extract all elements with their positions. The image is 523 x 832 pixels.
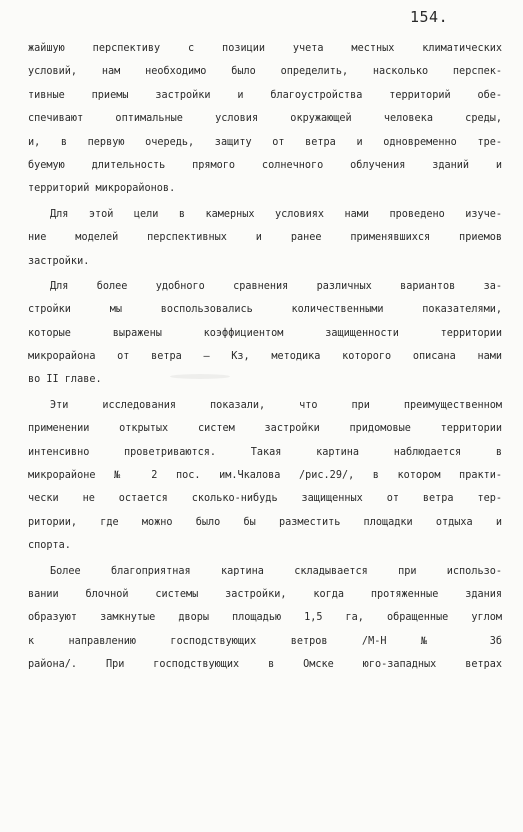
text-line: вании блочной системы застройки, когда протяженные здания — [28, 588, 502, 600]
text-line: спорта. — [28, 540, 71, 552]
text-line: района/. При господствующих в Омске юго-западных ветрах — [28, 659, 502, 671]
text-line: которые выражены коэффициентом защищенности территории — [28, 327, 502, 339]
text-line: буемую длительность прямого солнечного облучения зданий и — [28, 159, 502, 171]
text-line: образуют замкнутые дворы площадью 1,5 га, обращенные углом — [28, 612, 502, 624]
text-line: тивные приемы застройки и благоустройства территорий обе- — [28, 89, 502, 101]
text-line: ние моделей перспективных и ранее применявшихся приемов — [28, 232, 502, 244]
text-line: к направлению господствующих ветров /М-Н № 3б — [28, 635, 502, 647]
text-line: микрорайона от ветра – Kз, методика которого описана нами — [28, 351, 502, 363]
text-line: Эти исследования показали, что при преимущественном — [50, 399, 502, 411]
text-line: применении открытых систем застройки придомовые территории — [28, 423, 502, 435]
text-line: жайшую перспективу с позиции учета местных климатических — [28, 43, 502, 54]
text-line: ритории, где можно было бы разместить площадки отдыха и — [28, 516, 502, 528]
text-line: Для более удобного сравнения различных вариантов за- — [50, 280, 502, 292]
text-line: условий, нам необходимо было определить, насколько перспек- — [28, 66, 502, 78]
text-line: стройки мы воспользовались количественными показателями, — [28, 304, 502, 316]
text-line: Более благоприятная картина складывается при использо- — [50, 565, 502, 577]
body-text — [28, 37, 502, 677]
text-line: застройки. — [28, 255, 90, 267]
page-number: 154. — [410, 8, 449, 26]
text-line: микрорайоне № 2 пос. им.Чкалова /рис.29/, в котором практи- — [28, 470, 502, 482]
text-line: и, в первую очередь, защиту от ветра и одновременно тре- — [28, 136, 502, 148]
text-line: во II главе. — [28, 374, 102, 386]
text-line: спечивают оптимальные условия окружающей человека среды, — [28, 113, 502, 125]
text-line: Для этой цели в камерных условиях нами проведено изуче- — [50, 208, 502, 220]
text-line: интенсивно проветриваются. Такая картина наблюдается в — [28, 446, 502, 458]
text-line: территорий микрорайонов. — [28, 183, 176, 195]
text-line: чески не остается сколько-нибудь защищенных от ветра тер- — [28, 493, 502, 505]
scan-smudge — [170, 374, 230, 379]
